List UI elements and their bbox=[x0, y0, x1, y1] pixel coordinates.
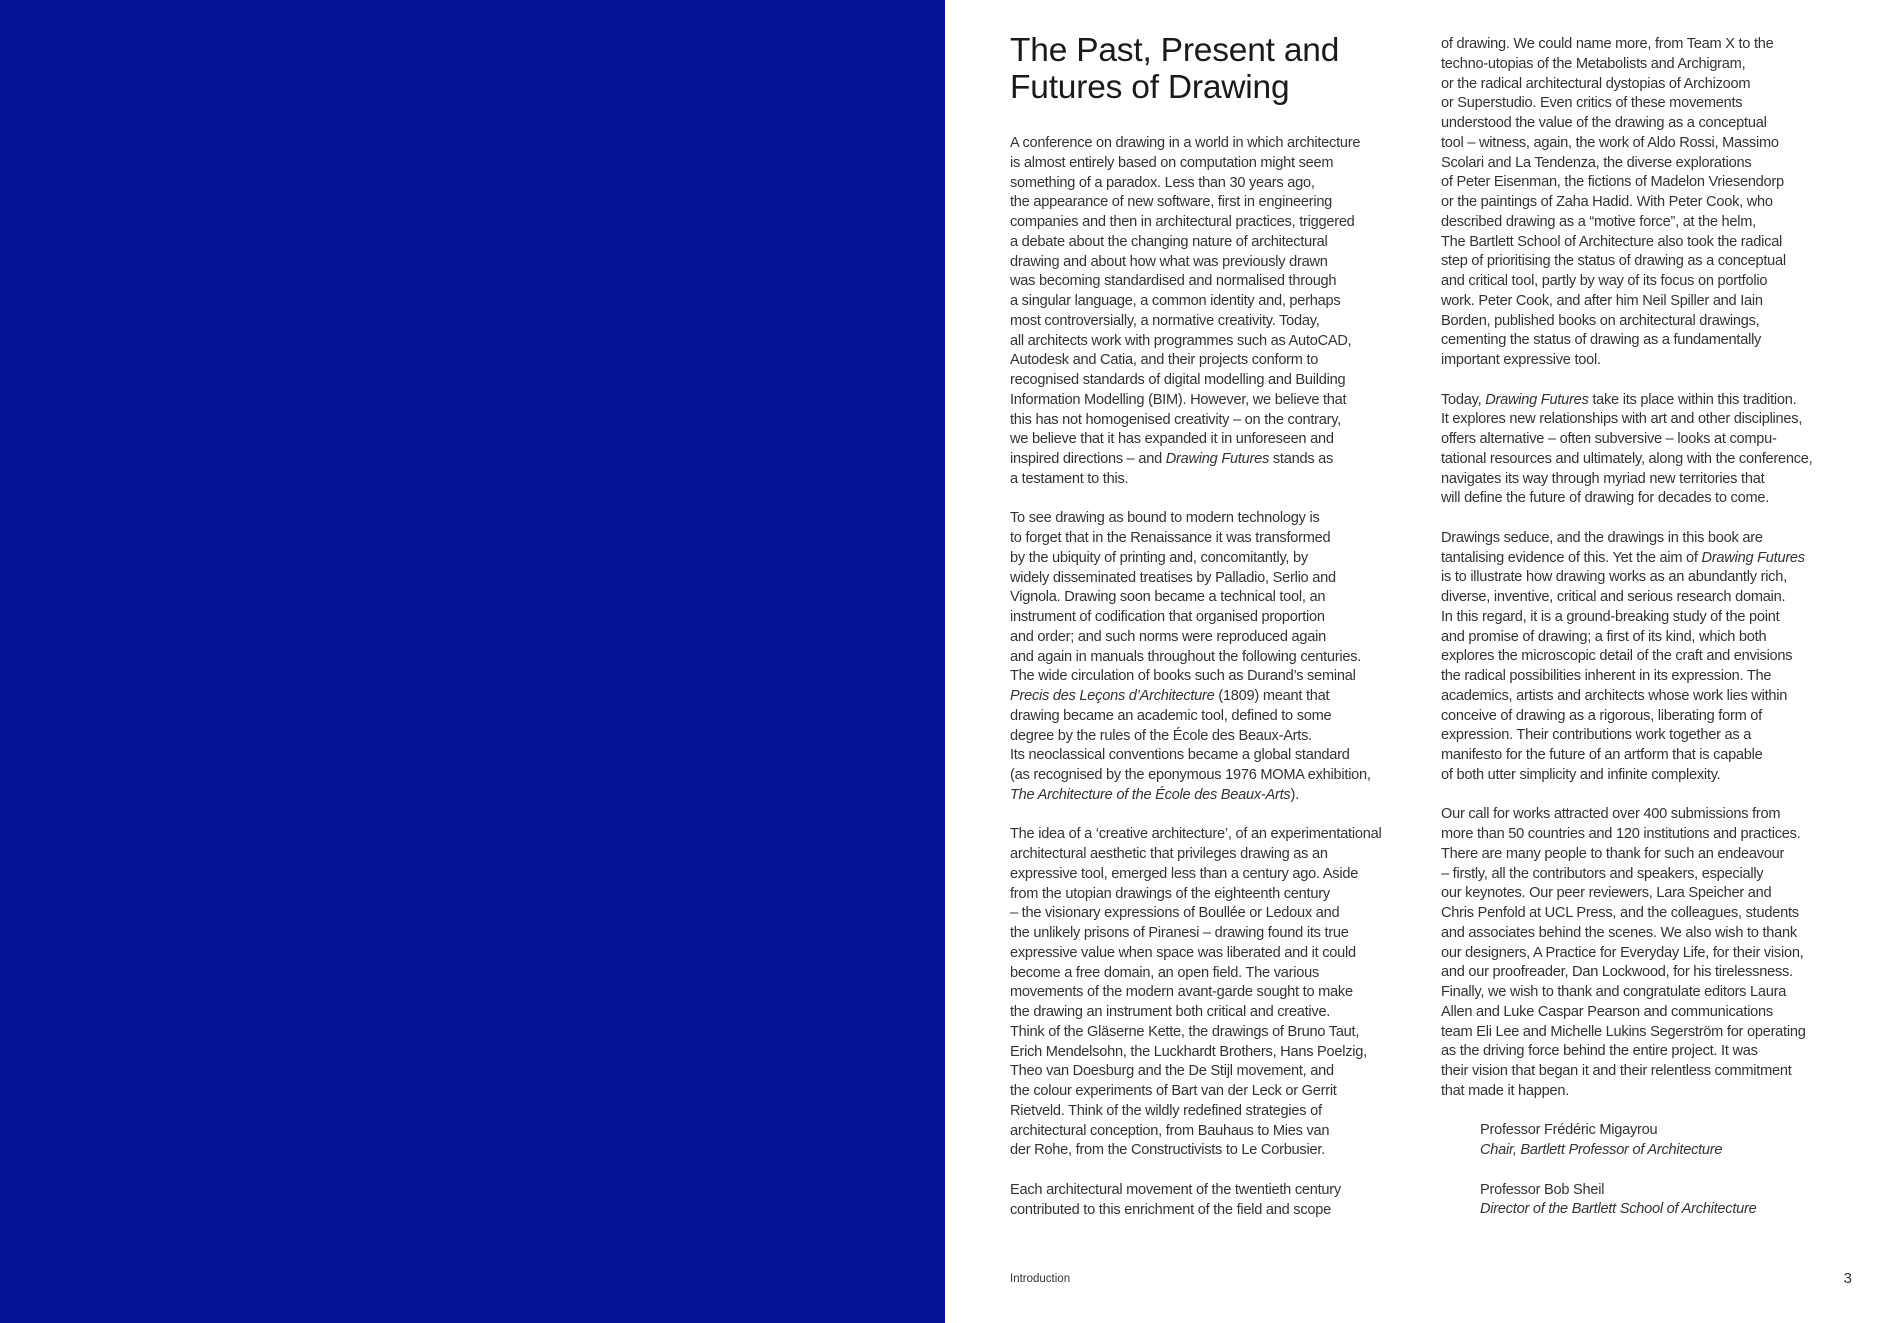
text-segment: tantalising evidence of this. Yet the aim of bbox=[1441, 549, 1702, 566]
text-line: and promise of drawing; a first of its kind, which both bbox=[1441, 628, 1767, 645]
text-line: will define the future of drawing for decades to come. bbox=[1441, 490, 1770, 507]
text-line: movements of the modern avant-garde sought to make bbox=[1010, 984, 1353, 1001]
text-line bbox=[1441, 549, 1861, 569]
text-line bbox=[1010, 687, 1430, 707]
text-line: something of a paradox. Less than 30 years ago, bbox=[1010, 174, 1315, 191]
text-line: architectural conception, from Bauhaus to Mies van bbox=[1010, 1122, 1330, 1139]
text-line: by the ubiquity of printing and, concomitantly, by bbox=[1010, 549, 1308, 566]
text-line: techno-utopias of the Metabolists and Archigram, bbox=[1441, 55, 1746, 72]
text-line: their vision that began it and their relentless commitment bbox=[1441, 1063, 1792, 1079]
text-line: Drawings seduce, and the drawings in this book are bbox=[1441, 529, 1763, 546]
text-line: Vignola. Drawing soon became a technical tool, an bbox=[1010, 589, 1326, 606]
text-line: or Superstudio. Even critics of these movements bbox=[1441, 95, 1743, 112]
text-line: explores the microscopic detail of the craft and envisions bbox=[1441, 648, 1793, 665]
text-line: all architects work with programmes such as AutoCAD, bbox=[1010, 332, 1352, 349]
text-line: we believe that it has expanded it in unforeseen and bbox=[1010, 431, 1334, 448]
text-line: recognised standards of digital modelling and Building bbox=[1010, 372, 1346, 388]
paragraph bbox=[1010, 825, 1430, 1161]
left-text-column bbox=[1010, 134, 1430, 1240]
paragraph bbox=[1010, 134, 1430, 490]
text-line: team Eli Lee and Michelle Lukins Segerström for operating bbox=[1441, 1023, 1806, 1040]
text-line: widely disseminated treatises by Palladio, Serlio and bbox=[1010, 569, 1336, 586]
signatory-name: Professor Bob Sheil bbox=[1480, 1181, 1605, 1198]
text-line: understood the value of the drawing as a conceptual bbox=[1441, 115, 1767, 131]
text-line: To see drawing as bound to modern technology is bbox=[1010, 510, 1320, 527]
text-segment: Today, bbox=[1441, 391, 1486, 408]
text-line: more than 50 countries and 120 institutions and practices. bbox=[1441, 826, 1801, 842]
text-line: the unlikely prisons of Piranesi – drawing found its true bbox=[1010, 925, 1349, 941]
text-line: of Peter Eisenman, the fictions of Madelon Vriesendorp bbox=[1441, 174, 1784, 191]
text-line: a testament to this. bbox=[1010, 470, 1129, 487]
text-line: Allen and Luke Caspar Pearson and communications bbox=[1441, 1003, 1773, 1020]
text-line: instrument of codification that organised proportion bbox=[1010, 609, 1325, 625]
text-line: of both utter simplicity and infinite complexity. bbox=[1441, 766, 1721, 783]
text-line bbox=[1010, 786, 1430, 806]
text-line bbox=[1010, 450, 1430, 470]
book-title: Drawing Futures bbox=[1165, 451, 1270, 467]
text-line: – firstly, all the contributors and speakers, especially bbox=[1441, 865, 1764, 882]
text-line: Information Modelling (BIM). However, we believe that bbox=[1010, 391, 1347, 408]
text-line: The Bartlett School of Architecture also took the radical bbox=[1441, 233, 1783, 250]
text-line: expressive value when space was liberated and it could bbox=[1010, 944, 1356, 961]
text-segment: stands as bbox=[1269, 451, 1334, 467]
text-line: step of prioritising the status of drawing as a conceptual bbox=[1441, 253, 1786, 270]
text-line: the radical possibilities inherent in its expression. The bbox=[1441, 668, 1772, 684]
title-line: Futures of Drawing bbox=[1010, 69, 1290, 106]
text-segment: ). bbox=[1290, 786, 1299, 803]
paragraph bbox=[1010, 509, 1430, 805]
text-line: and our proofreader, Dan Lockwood, for his tirelessness. bbox=[1441, 964, 1793, 981]
text-line: to forget that in the Renaissance it was transformed bbox=[1010, 530, 1331, 546]
text-line: and again in manuals throughout the following centuries. bbox=[1010, 648, 1362, 665]
text-line: degree by the rules of the École des Beaux-Arts. bbox=[1010, 727, 1312, 744]
text-line: It explores new relationships with art and other disciplines, bbox=[1441, 411, 1803, 428]
text-line: cementing the status of drawing as a fundamentally bbox=[1441, 332, 1762, 349]
text-line: a debate about the changing nature of architectural bbox=[1010, 233, 1328, 250]
text-segment: (1809) meant that bbox=[1214, 688, 1330, 704]
text-line: In this regard, it is a ground-breaking study of the point bbox=[1441, 608, 1780, 625]
text-line: Its neoclassical conventions became a global standard bbox=[1010, 747, 1350, 764]
text-line: diverse, inventive, critical and serious research domain. bbox=[1441, 589, 1786, 605]
title-line: The Past, Present and bbox=[1010, 32, 1340, 69]
text-line: Think of the Gläserne Kette, the drawings of Bruno Taut, bbox=[1010, 1023, 1360, 1040]
book-title: Drawing Futures bbox=[1485, 391, 1589, 408]
text-line: a singular language, a common identity and, perhaps bbox=[1010, 293, 1341, 309]
signatory-role: Director of the Bartlett School of Architecture bbox=[1480, 1201, 1757, 1218]
text-line: or the radical architectural dystopias of Archizoom bbox=[1441, 75, 1751, 92]
text-line: the colour experiments of Bart van der Leck or Gerrit bbox=[1010, 1083, 1337, 1099]
text-line: drawing and about how what was previously drawn bbox=[1010, 253, 1328, 270]
text-line: our keynotes. Our peer reviewers, Lara Speicher and bbox=[1441, 885, 1772, 902]
text-line: Finally, we wish to thank and congratulate editors Laura bbox=[1441, 984, 1787, 1000]
text-line: work. Peter Cook, and after him Neil Spiller and Iain bbox=[1441, 292, 1763, 309]
text-line: (as recognised by the eponymous 1976 MOMA exhibition, bbox=[1010, 767, 1371, 783]
text-line: was becoming standardised and normalised through bbox=[1010, 273, 1337, 290]
text-segment: take its place within this tradition. bbox=[1588, 391, 1797, 408]
text-line bbox=[1441, 391, 1861, 411]
paragraph bbox=[1441, 805, 1861, 1101]
book-title: Drawing Futures bbox=[1701, 549, 1805, 566]
text-line: academics, artists and architects whose work lies within bbox=[1441, 687, 1788, 704]
text-line: companies and then in architectural practices, triggered bbox=[1010, 214, 1355, 230]
text-line: that made it happen. bbox=[1441, 1082, 1570, 1099]
paragraph bbox=[1441, 35, 1861, 371]
text-line: conceive of drawing as a rigorous, liberating form of bbox=[1441, 707, 1762, 724]
text-line: The wide circulation of books such as Durand’s seminal bbox=[1010, 668, 1356, 685]
signature-block bbox=[1441, 1121, 1861, 1161]
text-line: Our call for works attracted over 400 submissions from bbox=[1441, 806, 1781, 823]
text-line: drawing became an academic tool, defined to some bbox=[1010, 707, 1332, 724]
text-line: Erich Mendelsohn, the Luckhardt Brothers, Hans Poelzig, bbox=[1010, 1043, 1367, 1060]
text-line: is almost entirely based on computation might seem bbox=[1010, 154, 1334, 171]
paragraph bbox=[1441, 529, 1861, 786]
text-line: our designers, A Practice for Everyday Life, for their vision, bbox=[1441, 944, 1804, 961]
paragraph bbox=[1441, 391, 1861, 510]
text-line: Chris Penfold at UCL Press, and the colleagues, students bbox=[1441, 905, 1799, 921]
text-line: this has not homogenised creativity – on the contrary, bbox=[1010, 411, 1341, 428]
right-text-column bbox=[1441, 35, 1861, 1240]
section-label: Introduction bbox=[1010, 1273, 1071, 1285]
text-line: The idea of a ‘creative architecture’, of an experimentational bbox=[1010, 826, 1382, 843]
text-line: tool – witness, again, the work of Aldo Rossi, Massimo bbox=[1441, 134, 1779, 151]
text-line: manifesto for the future of an artform that is capable bbox=[1441, 747, 1763, 763]
text-line: Scolari and La Tendenza, the diverse explorations bbox=[1441, 154, 1752, 171]
page-number: 3 bbox=[1843, 1270, 1852, 1287]
text-line: Each architectural movement of the twentieth century bbox=[1010, 1181, 1341, 1198]
text-line: expression. Their contributions work together as a bbox=[1441, 727, 1752, 744]
paragraph bbox=[1010, 1181, 1430, 1221]
text-line: A conference on drawing in a world in which architecture bbox=[1010, 135, 1361, 151]
text-line: Theo van Doesburg and the De Stijl movement, and bbox=[1010, 1063, 1334, 1080]
text-line: and order; and such norms were reproduced again bbox=[1010, 628, 1326, 645]
text-line: offers alternative – often subversive – looks at compu- bbox=[1441, 431, 1777, 447]
text-line: der Rohe, from the Constructivists to Le Corbusier. bbox=[1010, 1142, 1325, 1159]
text-line: tational resources and ultimately, along with the conference, bbox=[1441, 450, 1813, 467]
text-line: expressive tool, emerged less than a century ago. Aside bbox=[1010, 865, 1359, 882]
text-line: contributed to this enrichment of the field and scope bbox=[1010, 1201, 1331, 1218]
signatory-role: Chair, Bartlett Professor of Architecture bbox=[1480, 1142, 1723, 1158]
exhibition-title: The Architecture of the École des Beaux-Arts bbox=[1010, 786, 1291, 803]
page-title bbox=[1010, 32, 1430, 106]
text-line: described drawing as a “motive force”, at the helm, bbox=[1441, 213, 1756, 230]
book-title: Precis des Leçons d’Architecture bbox=[1010, 688, 1215, 704]
text-line: Borden, published books on architectural drawings, bbox=[1441, 312, 1760, 329]
text-line: Autodesk and Catia, and their projects conform to bbox=[1010, 352, 1319, 369]
signatory-name: Professor Frédéric Migayrou bbox=[1480, 1122, 1658, 1139]
text-line: and associates behind the scenes. We also wish to thank bbox=[1441, 924, 1797, 941]
text-line: of drawing. We could name more, from Team X to the bbox=[1441, 36, 1774, 52]
text-line: most controversially, a normative creativity. Today, bbox=[1010, 312, 1320, 329]
text-line: There are many people to thank for such an endeavour bbox=[1441, 845, 1785, 862]
text-line: Rietveld. Think of the wildly redefined strategies of bbox=[1010, 1102, 1322, 1119]
text-line: and critical tool, partly by way of its focus on portfolio bbox=[1441, 273, 1768, 289]
text-line: become a free domain, an open field. The various bbox=[1010, 964, 1319, 981]
text-line: or the paintings of Zaha Hadid. With Peter Cook, who bbox=[1441, 194, 1773, 210]
text-line: navigates its way through myriad new territories that bbox=[1441, 470, 1765, 487]
text-line: from the utopian drawings of the eighteenth century bbox=[1010, 885, 1330, 902]
text-line: the drawing an instrument both critical and creative. bbox=[1010, 1004, 1331, 1020]
text-line: is to illustrate how drawing works as an abundantly rich, bbox=[1441, 569, 1787, 586]
text-line: important expressive tool. bbox=[1441, 352, 1601, 368]
text-line: the appearance of new software, first in engineering bbox=[1010, 194, 1333, 211]
text-line: architectural aesthetic that privileges drawing as an bbox=[1010, 846, 1328, 862]
text-segment: inspired directions – and bbox=[1010, 451, 1166, 467]
text-line: as the driving force behind the entire project. It was bbox=[1441, 1043, 1758, 1060]
signature-block bbox=[1441, 1181, 1861, 1221]
text-line: – the visionary expressions of Boullée or Ledoux and bbox=[1010, 905, 1340, 922]
